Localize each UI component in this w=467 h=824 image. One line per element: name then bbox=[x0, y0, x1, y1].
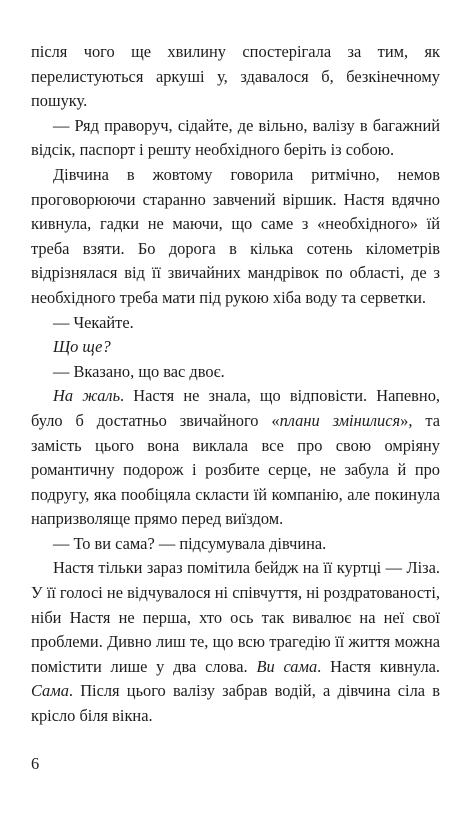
italic-run: плани змінилися bbox=[279, 410, 401, 430]
text-run: . Настя кивнула. bbox=[317, 656, 441, 676]
paragraph bbox=[31, 40, 440, 114]
paragraph bbox=[31, 360, 440, 385]
text-run: », та замість цього вона виклала все про свою омріяну романтичну подорож і розбите серце, не забула й про подругу, яка пообіцяла скласти їй компанію, але покинула напризволяще прямо перед виїздом. bbox=[31, 410, 441, 529]
paragraph bbox=[31, 163, 440, 311]
text-run: — Ряд праворуч, сідайте, де вільно, валізу в багажний відсік, паспорт і решту необхідного беріть із собою. bbox=[31, 115, 440, 160]
paragraph bbox=[31, 556, 440, 728]
italic-run: Сама bbox=[31, 681, 69, 701]
text-run: . Після цього валізу забрав водій, а дівчина сіла в крісло біля вікна. bbox=[31, 681, 440, 726]
italic-run: На жаль bbox=[53, 386, 121, 406]
paragraph bbox=[31, 384, 440, 532]
paragraph bbox=[31, 532, 440, 557]
text-run: . Настя не знала, що відповісти. Напевно, було б достатньо звичайного « bbox=[31, 386, 440, 430]
page-number: 6 bbox=[31, 754, 40, 773]
paragraph bbox=[31, 311, 440, 336]
text-run: — То ви сама? — підсумувала дівчина. bbox=[53, 533, 327, 553]
italic-run: Ви сама bbox=[256, 656, 318, 676]
text-run: — Вказано, що вас двоє. bbox=[53, 361, 225, 381]
text-run: Дівчина в жовтому говорила ритмічно, немов проговорюючи старанно завчений віршик. Настя вдячно кивнула, гадки не маючи, що саме з «необхідного» їй треба взяти. Бо дорога в кілька сотень кілометрів відрізнялася від її звичайних мандрівок по області, де з необхідного треба мати під рукою хіба воду та серветки. bbox=[31, 164, 440, 307]
text-run: — Чекайте. bbox=[53, 312, 134, 332]
text-run: після чого ще хвилину спостерігала за тим, як перелистуються аркуші у, здавалося б, безкінечному пошуку. bbox=[31, 42, 440, 111]
italic-run: Що ще? bbox=[53, 337, 111, 357]
paragraph bbox=[31, 335, 440, 360]
paragraph bbox=[31, 114, 440, 163]
body-text bbox=[31, 40, 440, 729]
text-run: Настя тільки зараз помітила бейдж на її куртці — Ліза. У її голосі не відчувалося ні співчуття, ні роздратованості, ніби Настя не перша, хто ось так вивалює на неї свої проблеми. Дивно лиш те, що всю трагедію її життя можна помістити лише у два слова. bbox=[31, 558, 440, 676]
